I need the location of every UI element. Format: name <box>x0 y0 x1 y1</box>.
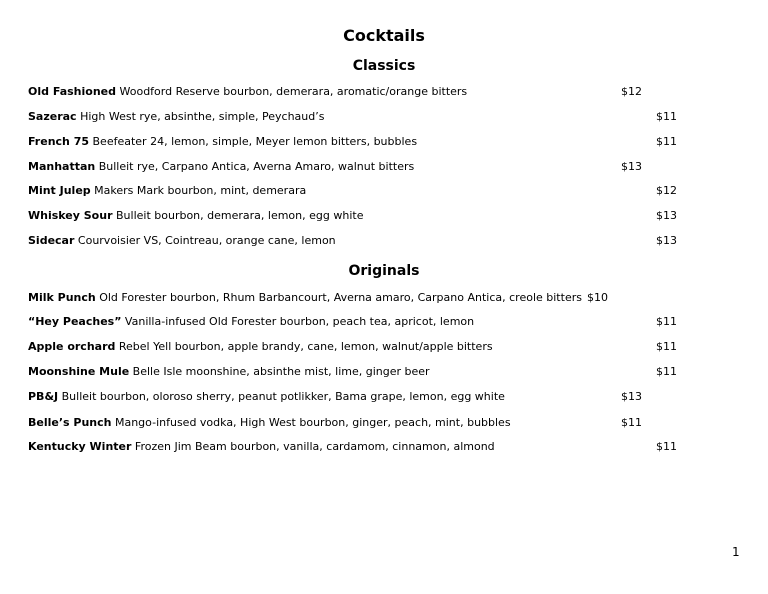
menu-item-name: PB&J <box>28 390 59 403</box>
menu-item-name: Kentucky Winter <box>28 440 132 453</box>
menu-item-name: Old Fashioned <box>28 85 116 98</box>
menu-item-name: Apple orchard <box>28 340 116 353</box>
menu-item <box>28 440 495 454</box>
menu-item-description: Makers Mark bourbon, mint, demerara <box>90 184 307 197</box>
menu-item-price: $12 <box>621 85 642 98</box>
menu-item-description: Rebel Yell bourbon, apple brandy, cane, lemon, walnut/apple bitters <box>115 340 493 353</box>
menu-item <box>28 340 493 354</box>
menu-item-name: Mint Julep <box>28 184 91 197</box>
menu-item <box>28 135 417 149</box>
menu-item <box>28 160 414 174</box>
menu-item-description: Courvoisier VS, Cointreau, orange cane, lemon <box>74 234 336 247</box>
menu-item-description: Old Forester bourbon, Rhum Barbancourt, Averna amaro, Carpano Antica, creole bitters <box>95 291 582 304</box>
menu-item-name: “Hey Peaches” <box>28 315 122 328</box>
menu-item-name: Whiskey Sour <box>28 209 113 222</box>
page-title: Cocktails <box>343 26 425 45</box>
menu-item-price: $13 <box>656 234 677 247</box>
menu-item <box>28 390 505 404</box>
menu-item-description: Bulleit bourbon, demerara, lemon, egg white <box>112 209 364 222</box>
menu-item-name: Milk Punch <box>28 291 96 304</box>
section-heading-classics: Classics <box>352 58 416 74</box>
menu-item <box>28 291 582 305</box>
menu-item-price: $11 <box>656 340 677 353</box>
page-number: 1 <box>732 545 740 559</box>
menu-item-price: $11 <box>656 315 677 328</box>
menu-item-price: $10 <box>587 291 608 304</box>
menu-item-price: $11 <box>656 110 677 123</box>
menu-item-description: Belle Isle moonshine, absinthe mist, lime, ginger beer <box>129 365 430 378</box>
menu-item-price: $13 <box>656 209 677 222</box>
menu-item-name: Moonshine Mule <box>28 365 130 378</box>
menu-item-price: $13 <box>621 160 642 173</box>
menu-item-description: Vanilla-infused Old Forester bourbon, peach tea, apricot, lemon <box>121 315 475 328</box>
menu-item <box>28 110 324 124</box>
menu-item <box>28 315 474 329</box>
menu-item-price: $11 <box>656 440 677 453</box>
menu-item <box>28 416 511 430</box>
menu-item <box>28 365 430 379</box>
menu-item-description: Frozen Jim Beam bourbon, vanilla, cardamom, cinnamon, almond <box>131 440 495 453</box>
menu-item-description: Mango-infused vodka, High West bourbon, ginger, peach, mint, bubbles <box>111 416 511 429</box>
menu-item-description: Woodford Reserve bourbon, demerara, aromatic/orange bitters <box>116 85 468 98</box>
menu-item-price: $12 <box>656 184 677 197</box>
menu-item <box>28 184 306 198</box>
menu-item-price: $11 <box>656 135 677 148</box>
menu-item-description: Bulleit bourbon, oloroso sherry, peanut potlikker, Bama grape, lemon, egg white <box>58 390 505 403</box>
menu-item-price: $11 <box>656 365 677 378</box>
menu-item-description: Beefeater 24, lemon, simple, Meyer lemon bitters, bubbles <box>89 135 418 148</box>
menu-item-price: $13 <box>621 390 642 403</box>
menu-item-name: Manhattan <box>28 160 96 173</box>
menu-item <box>28 85 467 99</box>
menu-item-description: Bulleit rye, Carpano Antica, Averna Amaro, walnut bitters <box>95 160 415 173</box>
menu-item <box>28 209 363 223</box>
menu-item <box>28 234 336 248</box>
section-heading-originals: Originals <box>348 263 420 279</box>
menu-item-name: Sazerac <box>28 110 77 123</box>
menu-item-price: $11 <box>621 416 642 429</box>
menu-item-name: Sidecar <box>28 234 75 247</box>
menu-item-description: High West rye, absinthe, simple, Peychaud’s <box>76 110 325 123</box>
menu-item-name: French 75 <box>28 135 90 148</box>
menu-item-name: Belle’s Punch <box>28 416 112 429</box>
